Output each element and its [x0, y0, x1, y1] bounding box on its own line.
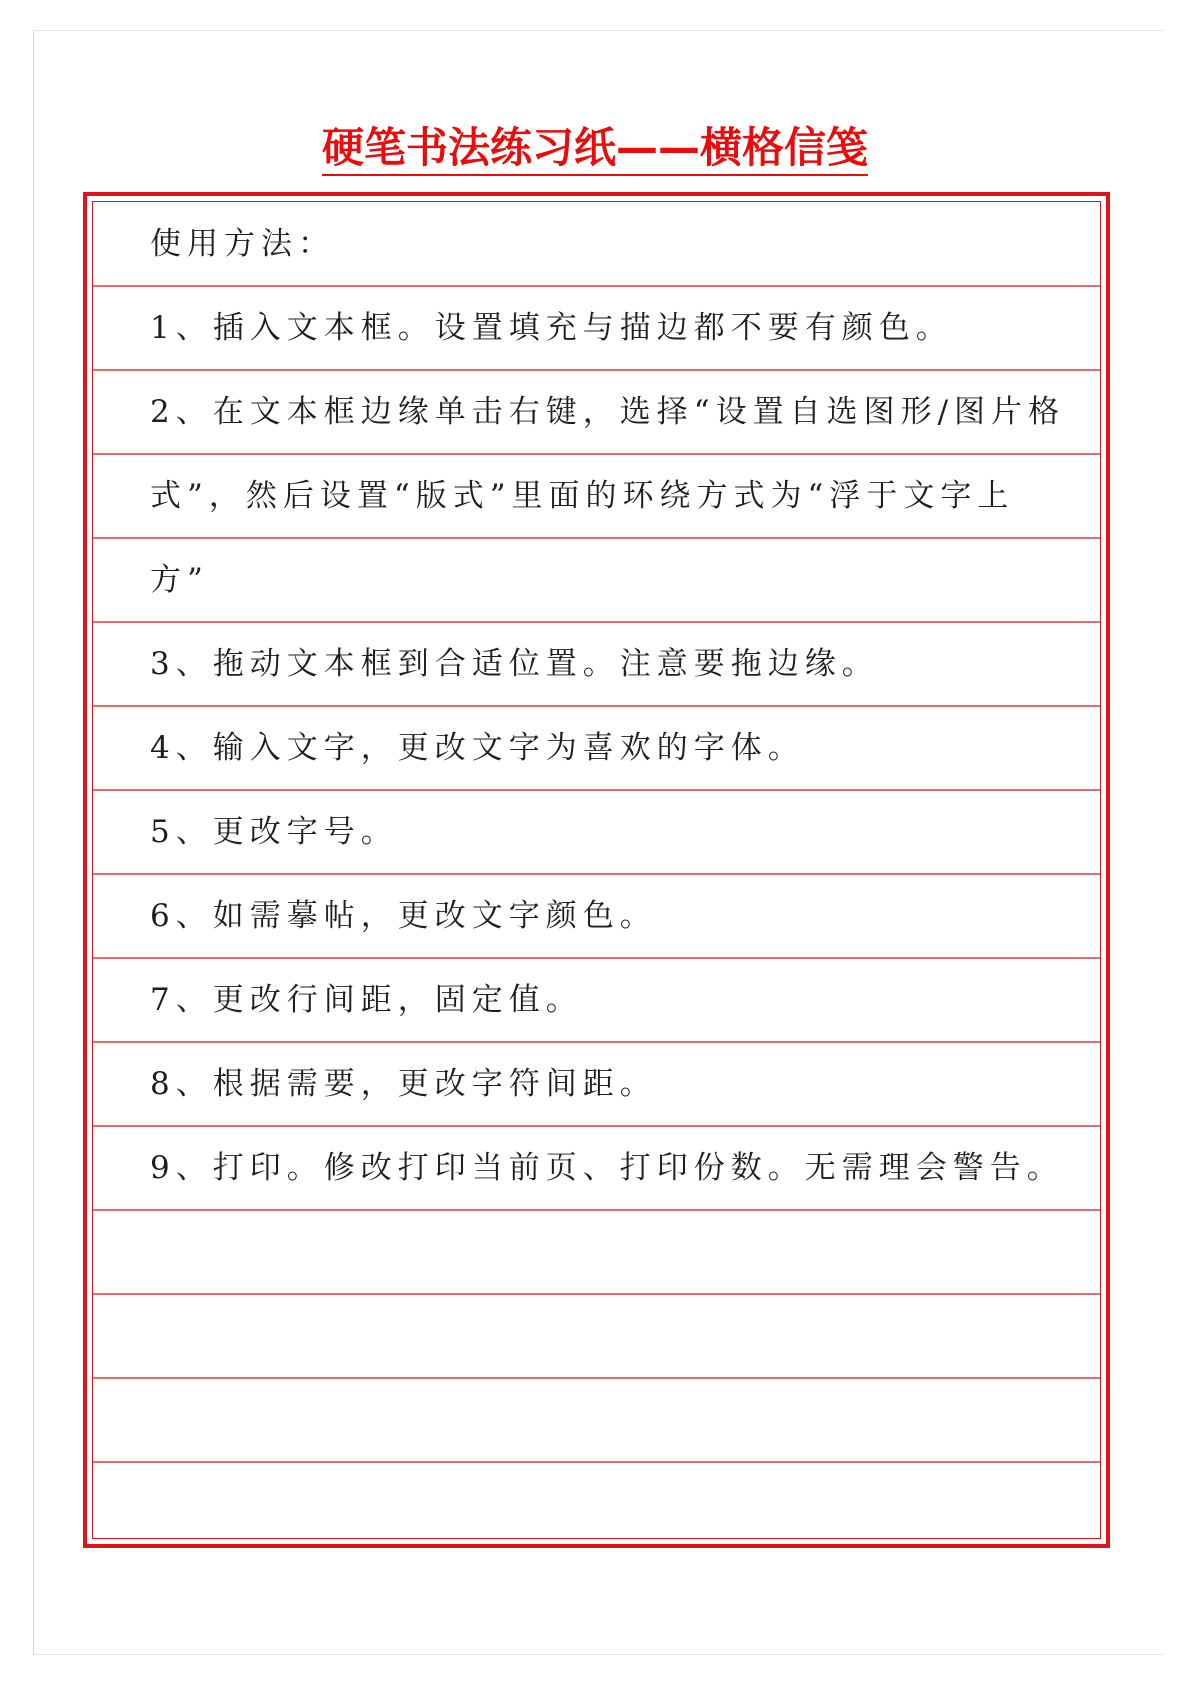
text-line: 1、插入文本框。设置填充与描边都不要有颜色。	[150, 310, 953, 346]
text-line: 5、更改字号。	[150, 814, 398, 850]
text-line: 使用方法：	[150, 226, 335, 262]
page-title	[0, 118, 1190, 178]
text-line: 6、如需摹帖，更改文字颜色。	[150, 898, 657, 934]
text-line: 方”	[150, 562, 209, 598]
text-line: 2、在文本框边缘单击右键，选择“设置自选图形/图片格	[150, 394, 1066, 430]
text-line	[150, 1378, 1070, 1462]
text-line	[150, 1210, 1070, 1294]
text-line: 8、根据需要，更改字符间距。	[150, 1066, 657, 1102]
text-line: 9、打印。修改打印当前页、打印份数。无需理会警告。	[150, 1150, 1064, 1186]
ruled-sheet-inner	[92, 201, 1101, 1539]
text-line	[150, 1462, 1070, 1546]
text-line	[150, 1294, 1070, 1378]
ruled-sheet	[83, 192, 1110, 1548]
page-title-text: 硬笔书法练习纸——横格信笺	[322, 122, 868, 176]
text-line: 7、更改行间距，固定值。	[150, 982, 583, 1018]
text-line: 3、拖动文本框到合适位置。注意要拖边缘。	[150, 646, 879, 682]
page-edge-bottom	[33, 1654, 1163, 1655]
text-line: 式”，然后设置“版式”里面的环绕方式为“浮于文字上	[150, 478, 1015, 514]
page-edge-left	[33, 30, 34, 1655]
page-edge-top	[33, 30, 1163, 31]
text-line: 4、输入文字，更改文字为喜欢的字体。	[150, 730, 805, 766]
